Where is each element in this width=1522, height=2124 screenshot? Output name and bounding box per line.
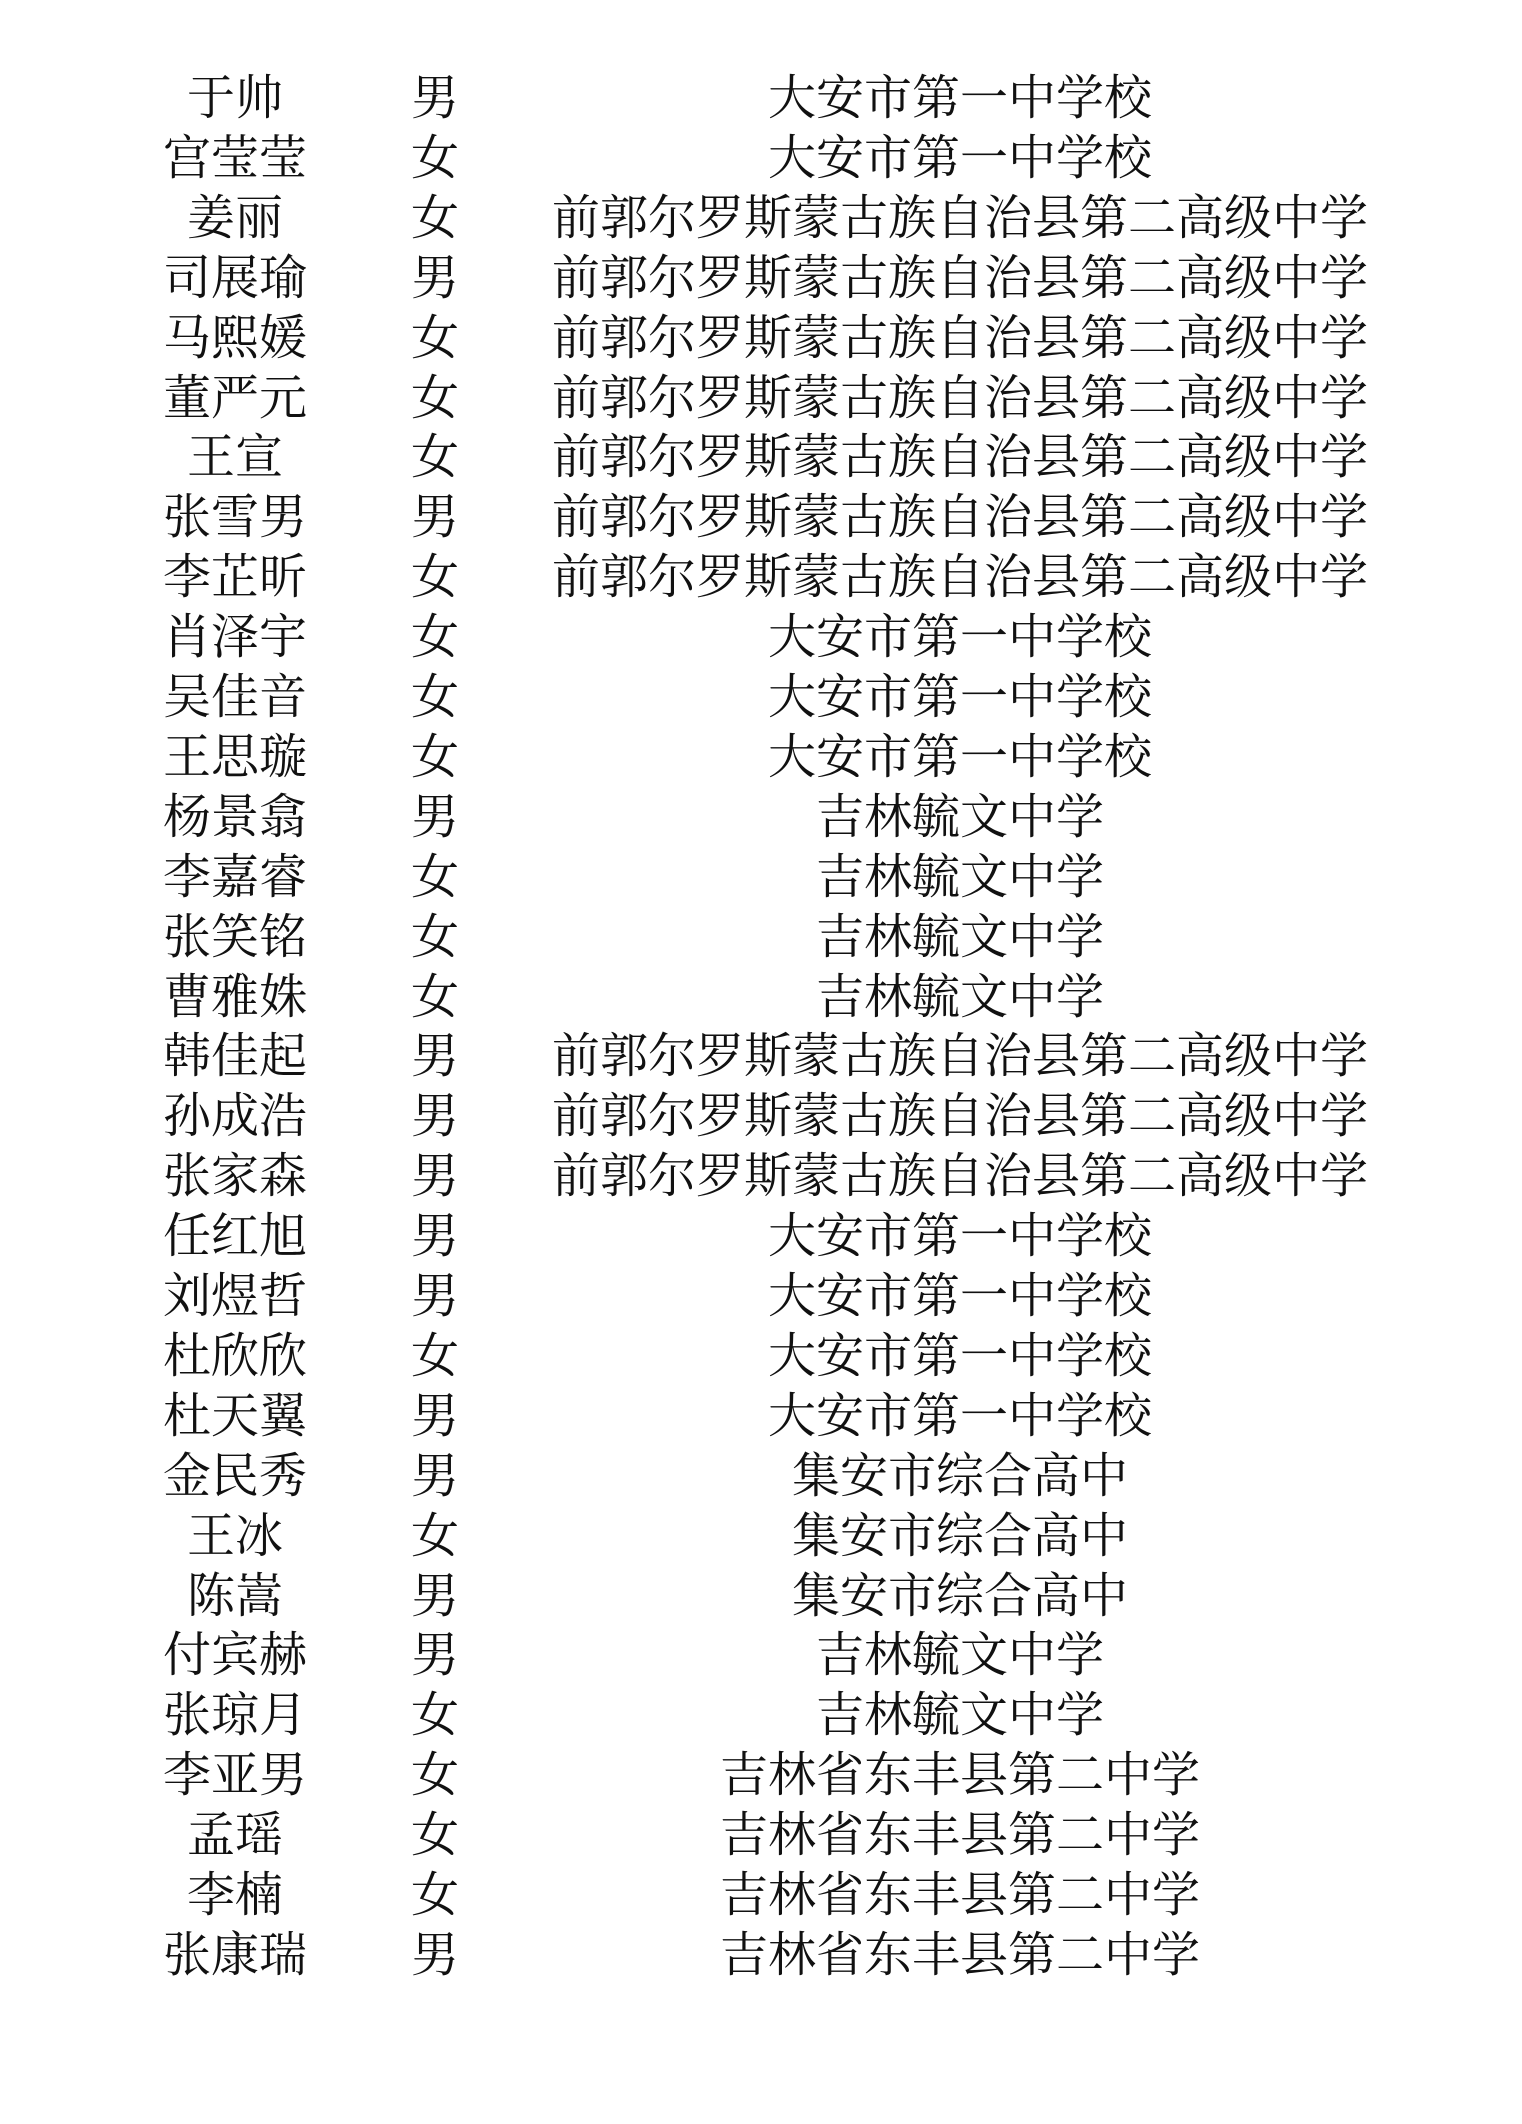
student-name: 金民秀 [162,1447,307,1504]
student-gender: 男 [410,1387,459,1444]
student-school: 大安市第一中学校 [767,1327,1152,1384]
student-name: 王冰 [186,1507,283,1564]
table-row [0,607,1522,667]
table-row [0,1566,1522,1626]
table-row [0,1386,1522,1446]
student-gender: 男 [410,1926,459,1983]
student-gender: 男 [410,1268,459,1324]
table-row [0,1805,1522,1865]
student-school: 大安市第一中学校 [767,1208,1152,1265]
student-name: 陈嵩 [186,1567,283,1624]
table-row [0,847,1522,907]
student-name: 司展瑜 [162,249,307,306]
student-gender: 女 [410,669,459,725]
student-name: 马熙媛 [162,309,307,366]
student-name: 吴佳音 [162,669,307,725]
table-row [0,1446,1522,1506]
table-row [0,1206,1522,1266]
student-school: 前郭尔罗斯蒙古族自治县第二高级中学 [551,249,1368,306]
student-gender: 男 [410,1208,459,1265]
table-row [0,1266,1522,1326]
student-gender: 男 [410,1567,459,1624]
student-school: 大安市第一中学校 [767,669,1152,725]
table-row [0,1506,1522,1566]
student-gender: 男 [410,249,459,306]
student-school: 集安市综合高中 [791,1567,1128,1624]
table-row [0,68,1522,128]
table-row [0,1925,1522,1985]
student-gender: 男 [410,1627,459,1684]
student-school: 吉林省东丰县第二中学 [719,1867,1200,1923]
table-row [0,188,1522,248]
student-school: 吉林毓文中学 [815,968,1104,1025]
student-name: 任红旭 [162,1208,307,1265]
table-row [0,1326,1522,1386]
table-row [0,427,1522,487]
student-gender: 女 [410,369,459,426]
student-gender: 女 [410,968,459,1025]
student-name: 付宾赫 [162,1627,307,1684]
table-row [0,1026,1522,1086]
student-school: 吉林毓文中学 [815,1687,1104,1744]
student-school: 集安市综合高中 [791,1447,1128,1504]
student-school: 前郭尔罗斯蒙古族自治县第二高级中学 [551,429,1368,486]
student-school: 吉林省东丰县第二中学 [719,1747,1200,1804]
student-school: 吉林省东丰县第二中学 [719,1926,1200,1983]
student-name: 董严元 [162,369,307,426]
student-school: 前郭尔罗斯蒙古族自治县第二高级中学 [551,1028,1368,1085]
table-row [0,1685,1522,1745]
student-name: 王思璇 [162,728,307,785]
table-row [0,1865,1522,1925]
student-gender: 女 [410,1747,459,1804]
student-name: 王宣 [186,429,283,486]
student-name: 杜欣欣 [162,1327,307,1384]
student-gender: 女 [410,309,459,366]
table-row [0,1146,1522,1206]
student-school: 前郭尔罗斯蒙古族自治县第二高级中学 [551,489,1368,546]
student-name: 孟瑶 [186,1807,283,1864]
student-name: 李嘉睿 [162,848,307,905]
student-gender: 男 [410,1148,459,1205]
table-row [0,907,1522,967]
student-name: 曹雅姝 [162,968,307,1025]
student-name: 张康瑞 [162,1926,307,1983]
table-row [0,1625,1522,1685]
student-name: 张雪男 [162,489,307,546]
student-gender: 男 [410,788,459,845]
student-school: 前郭尔罗斯蒙古族自治县第二高级中学 [551,1088,1368,1145]
student-gender: 男 [410,489,459,546]
student-name: 宫莹莹 [162,129,307,186]
table-row [0,787,1522,847]
table-row [0,368,1522,428]
student-name: 李芷昕 [162,549,307,606]
student-name: 杨景翕 [162,788,307,845]
student-gender: 女 [410,1507,459,1564]
student-gender: 女 [410,549,459,606]
student-school: 吉林毓文中学 [815,1627,1104,1684]
student-name: 杜天翼 [162,1387,307,1444]
table-row [0,1086,1522,1146]
student-school: 吉林省东丰县第二中学 [719,1807,1200,1864]
student-school: 前郭尔罗斯蒙古族自治县第二高级中学 [551,1148,1368,1205]
student-name: 姜丽 [186,189,283,246]
student-gender: 女 [410,728,459,785]
student-gender: 男 [410,1447,459,1504]
student-gender: 女 [410,129,459,186]
student-school: 吉林毓文中学 [815,788,1104,845]
student-name: 肖泽宇 [162,609,307,666]
table-row [0,308,1522,368]
table-row [0,727,1522,787]
student-school: 大安市第一中学校 [767,609,1152,666]
student-gender: 女 [410,1867,459,1923]
student-name: 于帅 [186,70,283,126]
student-name: 李亚男 [162,1747,307,1804]
student-gender: 女 [410,1687,459,1744]
student-school: 大安市第一中学校 [767,728,1152,785]
student-name: 张笑铭 [162,908,307,965]
student-gender: 女 [410,1327,459,1384]
student-school: 前郭尔罗斯蒙古族自治县第二高级中学 [551,189,1368,246]
student-school: 大安市第一中学校 [767,70,1152,126]
student-gender: 男 [410,1028,459,1085]
student-school: 前郭尔罗斯蒙古族自治县第二高级中学 [551,369,1368,426]
student-name: 张琼月 [162,1687,307,1744]
table-row [0,487,1522,547]
student-name: 刘煜哲 [162,1268,307,1324]
student-school: 大安市第一中学校 [767,1268,1152,1324]
table-row [0,248,1522,308]
student-school: 前郭尔罗斯蒙古族自治县第二高级中学 [551,549,1368,606]
table-row [0,967,1522,1027]
student-school: 前郭尔罗斯蒙古族自治县第二高级中学 [551,309,1368,366]
student-gender: 男 [410,70,459,126]
student-school: 大安市第一中学校 [767,129,1152,186]
student-gender: 女 [410,609,459,666]
student-gender: 女 [410,429,459,486]
student-gender: 女 [410,189,459,246]
student-name: 孙成浩 [162,1088,307,1145]
student-name: 张家森 [162,1148,307,1205]
student-school: 大安市第一中学校 [767,1387,1152,1444]
student-gender: 女 [410,908,459,965]
table-row [0,667,1522,727]
table-row [0,547,1522,607]
student-school: 集安市综合高中 [791,1507,1128,1564]
student-school: 吉林毓文中学 [815,848,1104,905]
student-name: 李楠 [186,1867,283,1923]
student-school: 吉林毓文中学 [815,908,1104,965]
table-row [0,1745,1522,1805]
student-gender: 女 [410,848,459,905]
student-name: 韩佳起 [162,1028,307,1085]
student-gender: 女 [410,1807,459,1864]
table-row [0,128,1522,188]
student-gender: 男 [410,1088,459,1145]
